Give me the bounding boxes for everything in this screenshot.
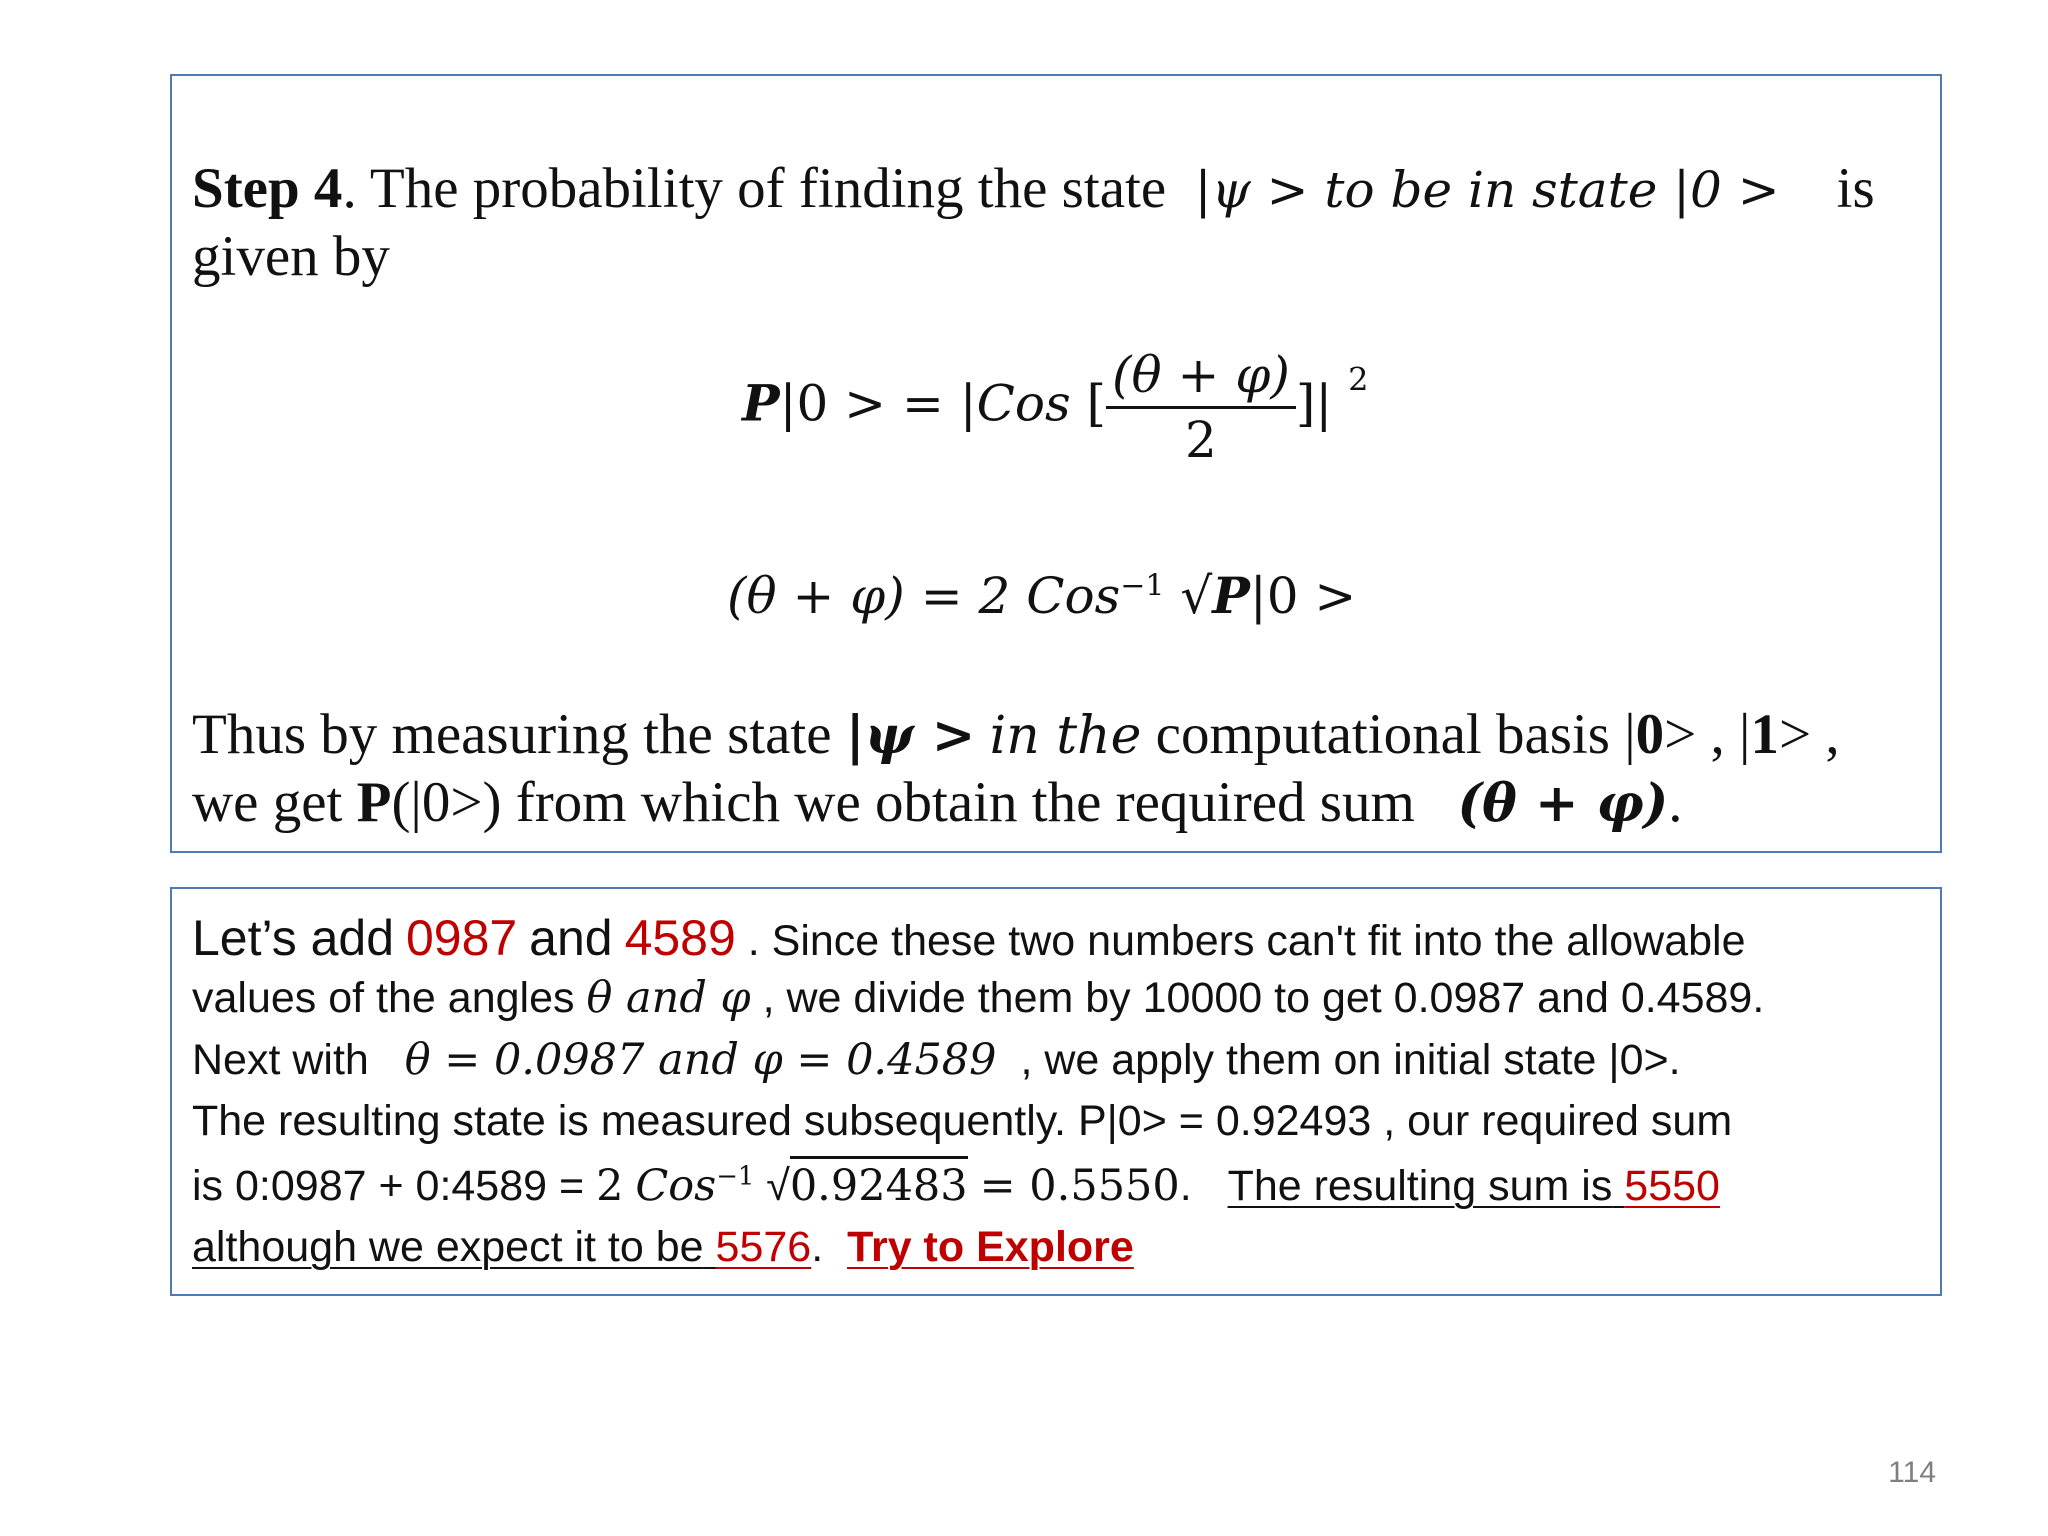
- line6-num: 5576: [715, 1223, 812, 1271]
- line5-a: is 0:0987 + 0:4589 =: [192, 1162, 585, 1210]
- eq2-inverse: −1: [1120, 568, 1165, 604]
- line4: The resulting state is measured subsequently. P|0> = 0.92493 , our required sum: [192, 1097, 1733, 1145]
- eq2-cos: Cos: [1026, 567, 1121, 625]
- and-text: and: [529, 910, 613, 966]
- line3-math: θ = 0.0987 and φ = 0.4589: [404, 1035, 997, 1085]
- eq1-fraction: [1106, 346, 1296, 469]
- num1: 0987: [405, 910, 518, 966]
- line5-underlined: The resulting sum is: [1227, 1162, 1613, 1210]
- line5-sqrt: √: [766, 1162, 790, 1210]
- eq2-sqrt: √: [1180, 567, 1213, 625]
- line2-b: , we divide them by 10000 to get 0.0987 and 0.4589.: [762, 974, 1765, 1022]
- eq2-tail: |0 >: [1249, 567, 1357, 625]
- line2-math: θ and φ: [586, 973, 751, 1023]
- eq2-lhs: (θ + φ) = 2: [727, 567, 1011, 625]
- line3-a: Next with: [192, 1036, 369, 1084]
- line2-a: values of the angles: [192, 974, 575, 1022]
- thus-line1: [192, 702, 1840, 767]
- thus-t4: > ,: [1778, 703, 1840, 766]
- line5-inverse: −1: [716, 1161, 755, 1192]
- example-line4: [192, 1097, 1732, 1146]
- thus-pb: P: [356, 771, 392, 834]
- eq1-denominator: 2: [1185, 411, 1217, 469]
- example-line1: [192, 909, 1746, 967]
- intro-tail: is: [1836, 157, 1875, 220]
- intro-line2: given by: [192, 225, 390, 288]
- line6-underlined: although we expect it to be: [192, 1223, 704, 1271]
- angle-sum-equation: [727, 566, 1356, 625]
- thus-t6: (|0>) from which we obtain the required sum: [391, 771, 1415, 834]
- line1-rest: . Since these two numbers can't fit into the allowable: [747, 917, 1746, 965]
- example-line5: [192, 1161, 1720, 1211]
- example-line2: [192, 973, 1764, 1023]
- line5-two: 2: [596, 1161, 624, 1211]
- eq1-power: 2: [1348, 360, 1369, 399]
- thus-sum: (θ + φ): [1457, 773, 1669, 834]
- thus-t3: > , |: [1664, 703, 1751, 766]
- thus-period: .: [1668, 771, 1683, 834]
- example-box: [170, 887, 1942, 1296]
- eq1-p: P: [742, 373, 780, 433]
- thus-t5: we get: [192, 771, 343, 834]
- thus-t2: computational basis |: [1155, 703, 1636, 766]
- example-line3: [192, 1035, 1681, 1085]
- line5-cos: Cos: [635, 1161, 717, 1211]
- page-number: 114: [1888, 1456, 1936, 1489]
- eq1-open: [: [1070, 374, 1107, 433]
- thus-psi: |ψ >: [845, 705, 976, 766]
- eq1-close: ]|: [1295, 374, 1333, 433]
- thus-one: 1: [1750, 703, 1779, 766]
- step-label: Step 4: [192, 157, 343, 220]
- intro-math: |ψ > to be in state |0 >: [1194, 161, 1780, 219]
- step4-line2: [192, 224, 390, 289]
- eq1-numerator: (θ + φ): [1106, 346, 1296, 409]
- line3-b: , we apply them on initial state |0>.: [1020, 1036, 1681, 1084]
- line5-num: 5550: [1624, 1162, 1720, 1210]
- num2: 4589: [624, 910, 736, 966]
- line5-radicand: 0.92483: [790, 1156, 968, 1211]
- step4-box: [170, 74, 1942, 853]
- line5-result: = 0.5550: [979, 1161, 1180, 1211]
- thus-line2: [192, 770, 1683, 835]
- step4-line1: [192, 156, 1875, 221]
- eq1-lhs: |0 > = |: [779, 374, 977, 433]
- line6-period: .: [811, 1223, 824, 1271]
- eq2-p: P: [1212, 566, 1250, 625]
- try-to-explore-link[interactable]: Try to Explore: [847, 1223, 1134, 1271]
- thus-t1: Thus by measuring the state: [192, 703, 832, 766]
- intro-text: . The probability of finding the state: [342, 157, 1167, 220]
- thus-in-the: in the: [989, 706, 1142, 766]
- lets-add: Let’s add: [192, 910, 395, 966]
- example-line6: [192, 1223, 1134, 1272]
- probability-equation: [742, 346, 1368, 469]
- thus-zero: 0: [1635, 703, 1665, 766]
- line5-period: .: [1179, 1162, 1192, 1210]
- eq1-cos: Cos: [976, 374, 1071, 433]
